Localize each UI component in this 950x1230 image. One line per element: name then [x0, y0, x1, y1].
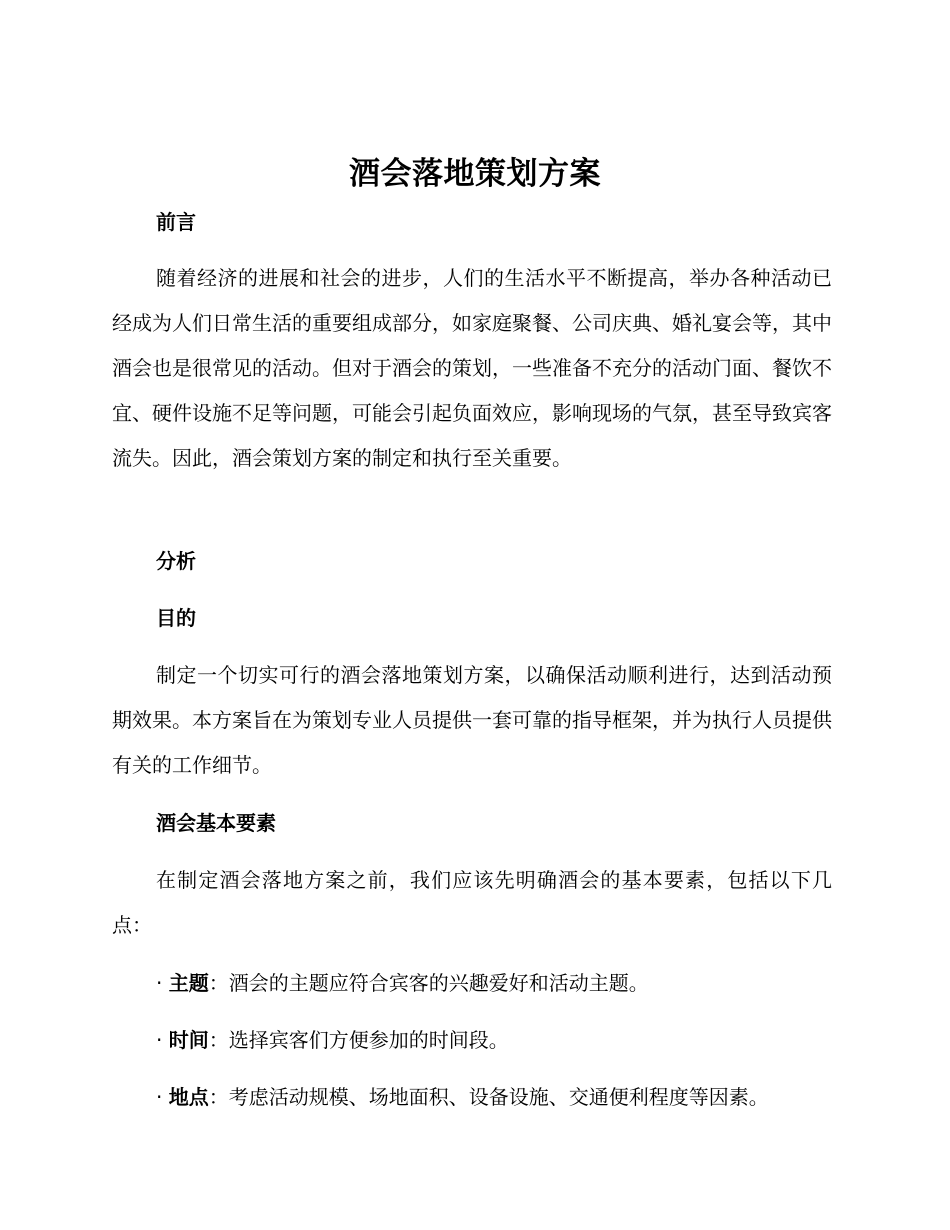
bullet-term: 时间 [168, 1028, 209, 1052]
bullet-term: 主题 [168, 971, 209, 995]
list-item [156, 1026, 509, 1054]
bullet-text: 考虑活动规模、场地面积、设备设施、交通便利程度等因素。 [228, 1085, 769, 1109]
paragraph-preface: 随着经济的进展和社会的进步，人们的生活水平不断提高，举办各种活动已经成为人们日常生活的重要组成部分，如家庭聚餐、公司庆典、婚礼宴会等，其中酒会也是很常见的活动。但对于酒会的策划，一些准备不充分的活动门面、餐饮不宜、硬件设施不足等问题，可能会引起负面效应，影响现场的气氛，甚至导致宾客流失。因此，酒会策划方案的制定和执行至关重要。 [112, 266, 832, 470]
bullet-separator: ： [208, 971, 229, 995]
bullet-marker: · [156, 1028, 163, 1052]
bullet-text: 选择宾客们方便参加的时间段。 [228, 1028, 509, 1052]
bullet-text: 酒会的主题应符合宾客的兴趣爱好和活动主题。 [228, 971, 649, 995]
heading-purpose: 目的 [156, 606, 196, 630]
bullet-marker: · [156, 1085, 163, 1109]
heading-preface: 前言 [156, 210, 196, 234]
list-item [156, 969, 649, 997]
paragraph-elements-intro: 在制定酒会落地方案之前，我们应该先明确酒会的基本要素，包括以下几点： [112, 868, 832, 937]
bullet-separator: ： [208, 1085, 229, 1109]
heading-basic-elements: 酒会基本要素 [156, 811, 276, 835]
bullet-separator: ： [208, 1028, 229, 1052]
bullet-term: 地点 [168, 1085, 209, 1109]
heading-analysis: 分析 [156, 549, 196, 573]
bullet-marker: · [156, 971, 163, 995]
paragraph-purpose: 制定一个切实可行的酒会落地策划方案，以确保活动顺利进行，达到活动预期效果。本方案旨在为策划专业人员提供一套可靠的指导框架，并为执行人员提供有关的工作细节。 [112, 663, 832, 777]
document-title: 酒会落地策划方案 [349, 156, 601, 192]
list-item [156, 1083, 769, 1111]
